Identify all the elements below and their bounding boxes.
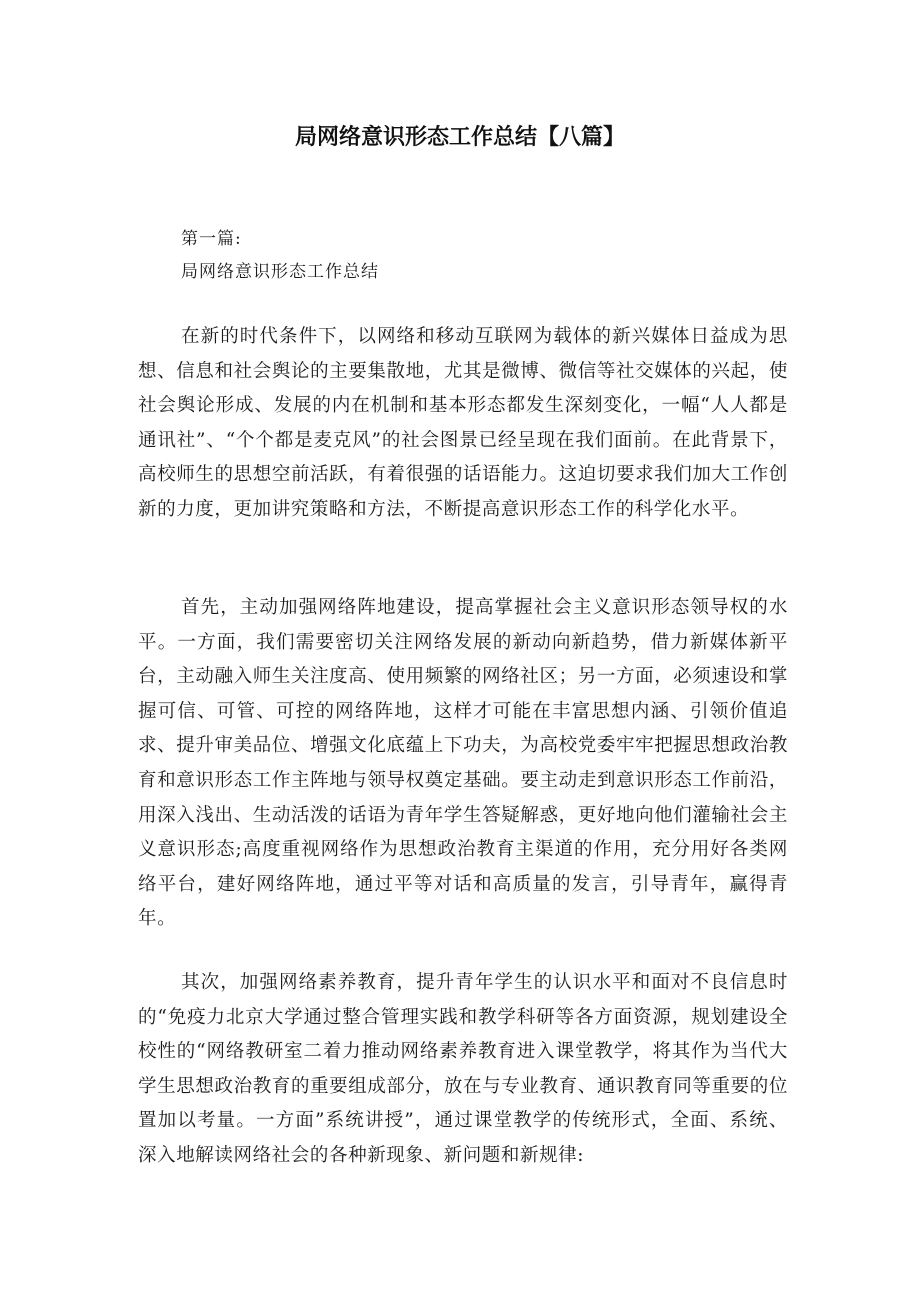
section-subtitle: 局网络意识形态工作总结 [181,262,379,282]
body-paragraph-3: 其次，加强网络素养教育，提升青年学生的认识水平和面对不良信息时的“免疫力北京大学通过整合管理实践和教学科研等各方面资源，规划建设全校性的“网络教研室二着力推动网络素养教育进入课堂教学，将其作为当代大学生思想政治教育的重要组成部分，放在与专业教育、通识教育同等重要的位置加以考量。一方面”系统讲授”，通过课堂教学的传统形式，全面、系统、深入地解读网络社会的各种新现象、新问题和新规律: [138,972,788,1166]
body-paragraph-1: 在新的时代条件下，以网络和移动互联网为载体的新兴媒体日益成为思想、信息和社会舆论的主要集散地，尤其是微博、微信等社交媒体的兴起，使社会舆论形成、发展的内在机制和基本形态都发生深刻变化，一幅“人人都是通讯社”、“个个都是麦克风”的社会图景已经呈现在我们面前。在此背景下，高校师生的思想空前活跃，有着很强的话语能力。这迫切要求我们加大工作创新的力度，更加讲究策略和方法，不断提高意识形态工作的科学化水平。 [138,326,788,520]
document-title: 局网络意识形态工作总结【八篇】 [294,125,625,150]
body-paragraph-2: 首先，主动加强网络阵地建设，提高掌握社会主义意识形态领导权的水平。一方面，我们需要密切关注网络发展的新动向新趋势，借力新媒体新平台，主动融入师生关注度高、使用频繁的网络社区；另一方面，必须速设和掌握可信、可管、可控的网络阵地，这样才可能在丰富思想内涵、引领价值追求、提升审美品位、增强文化底蕴上下功夫，为高校党委牢牢把握思想政治教育和意识形态工作主阵地与领导权奠定基础。要主动走到意识形态工作前沿，用深入浅出、生动活泼的话语为青年学生答疑解惑，更好地向他们灌输社会主义意识形态;高度重视网络作为思想政治教育主渠道的作用，充分用好各类网络平台，建好网络阵地，通过平等对话和高质量的发言，引导青年，赢得青年。 [138,597,788,930]
section-label: 第一篇: [181,229,242,249]
